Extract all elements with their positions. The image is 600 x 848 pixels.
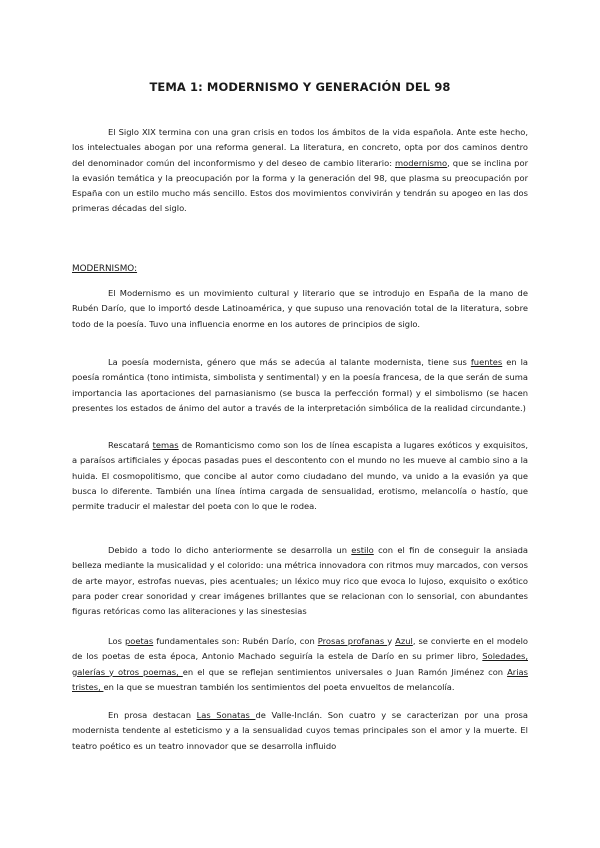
document-title: TEMA 1: MODERNISMO Y GENERACIÓN DEL 98: [149, 80, 451, 94]
book-title: Prosas profanas: [317, 636, 388, 646]
underlined-term: temas: [152, 440, 179, 450]
text-run: El Modernismo es un movimiento cultural y literario que se introdujo en España de la mano de Rubén Darío, que lo importó desde Latinoamérica, y que supuso una renovación total de la literatura, sobre todo de la poesía. Tuvo una influencia enorme en los autores de principios de siglo.: [72, 288, 528, 329]
text-run: La poesía modernista, género que más se adecúa al talante modernista, tiene sus: [108, 357, 471, 367]
text-run: en el que se reflejan sentimientos universales o Juan Ramón Jiménez con: [182, 666, 508, 677]
text-run: fundamentales son: Rubén Darío, con: [153, 636, 318, 646]
paragraph-themes: [72, 438, 528, 514]
underlined-term: modernismo: [395, 157, 448, 168]
text-run: con el fin de conseguir la ansiada belleza mediante la musicalidad y el colorido: una métrica innovadora con ritmos muy marcados, con versos de arte mayor, estrofas nuevas, pies acentuales; un léxico muy rico que evoca lo lujoso, exquisito o exótico para poder crear sonoridad y crear imágenes brillantes que se relacionan con lo sensorial, con abundantes figuras retóricas como las aliteraciones y las sinestesias: [72, 545, 528, 616]
paragraph-sources: [72, 355, 528, 416]
text-run: Los: [108, 636, 125, 646]
book-title: Arias tristes,: [72, 666, 528, 692]
text-run: de Valle-Inclán. Son cuatro y se caracterizan por una prosa modernista tendente al esteticismo y a la sensualidad cuyos temas principales son el amor y la muerte. El teatro poético es un teatro innovador que se desarrolla influido: [72, 710, 529, 751]
paragraph-style: [72, 543, 528, 619]
intro-paragraph: [72, 125, 528, 217]
text-run: Debido a todo lo dicho anteriormente se desarrolla un: [108, 545, 352, 555]
text-run: de Romanticismo como son los de línea escapista a lugares exóticos y exquisitos, a paraísos artificiales y épocas pasadas pues el descontento con el mundo no les mueve al cambio sino a la huida. El cosmopolitismo, que concibe al autor como ciudadano del mundo, va unido a la evasión ya que busca lo diferente. También una línea íntima cargada de sensualidad, erotismo, melancolía o hastío, que permite traducir el malestar del poeta con lo que le rodea.: [72, 440, 528, 511]
underlined-term: fuentes: [470, 357, 503, 367]
underlined-term: estilo: [351, 545, 374, 555]
paragraph-poets: [72, 634, 528, 695]
book-title: Las Sonatas: [196, 710, 256, 720]
text-run: y: [387, 636, 396, 646]
underlined-term: poetas: [124, 636, 154, 646]
book-title: Azul: [395, 636, 413, 646]
paragraph-prose: [72, 708, 528, 754]
text-run: En prosa destacan: [108, 710, 197, 720]
text-run: , se convierte en el modelo de los poetas de esta época, Antonio Machado seguiría la estela de Darío en su primer libro,: [72, 636, 529, 662]
text-run: , que se inclina por la evasión temática y la preocupación por la forma y la generación del 98, que plasma su preocupación por España con un estilo mucho más sencillo. Estos dos movimientos convivirán y tendrán su apogeo en las dos primeras décadas del siglo.: [72, 157, 528, 214]
paragraph-definition: [72, 286, 528, 332]
text-run: Rescatará: [108, 440, 153, 450]
text-run: en la que se muestran también los sentimientos del poeta envueltos de melancolía.: [103, 681, 455, 692]
book-title: Soledades, galerías y otros poemas,: [72, 651, 528, 677]
text-run: El Siglo XIX termina con una gran crisis en todos los ámbitos de la vida española. Ante este hecho, los intelectuales abogan por una reforma general. La literatura, en concreto, opta por dos caminos dentro del denominador común del inconformismo y del deseo de cambio literario:: [72, 127, 528, 168]
text-run: en la poesía romántica (tono intimista, simbolista y sentimental) y en la poesía francesa, de la que serán de suma importancia las aportaciones del parnasianismo (se busca la perfección formal) y el simbolismo (se hacen presentes los estados de ánimo del autor a través de la interpretación simbólica de la realidad circundante.): [72, 357, 528, 413]
section-heading: MODERNISMO:: [72, 264, 138, 274]
